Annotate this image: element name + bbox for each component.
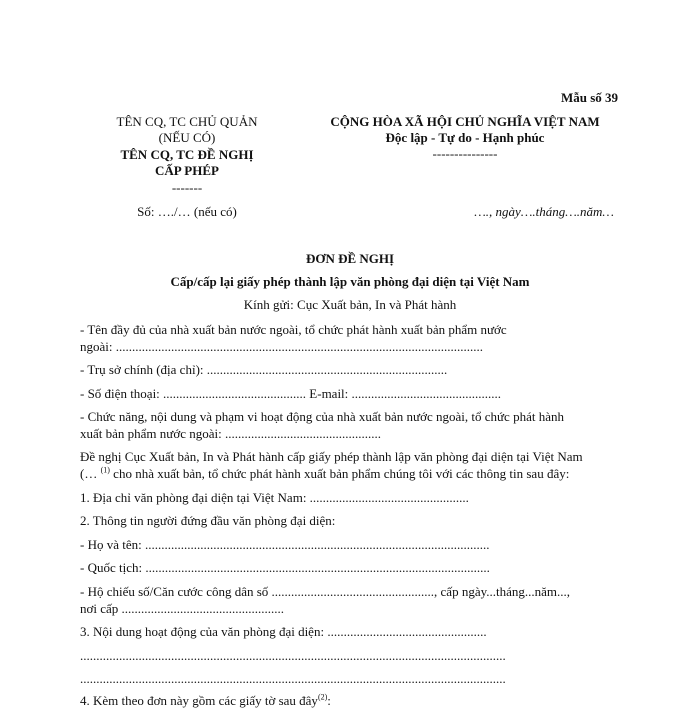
activities-field: 3. Nội dung hoạt động của văn phòng đại diện: ................................................. bbox=[80, 624, 487, 639]
phone-email-field: - Số điện thoại: ............................................ E-mail: .............................................. bbox=[80, 386, 502, 401]
passport-field: - Hộ chiếu số/Căn cước công dân số .................................................., cấp ngày...tháng...năm..., bbox=[80, 584, 571, 599]
headquarters-field: - Trụ sở chính (địa chỉ): .......................................................................... bbox=[80, 362, 448, 377]
full-name-field: ngoài: ................................................................................................................. bbox=[80, 339, 483, 354]
attachments-colon: : bbox=[327, 693, 331, 708]
request-statement-line1: Đề nghị Cục Xuất bản, In và Phát hành cấp giấy phép thành lập văn phòng đại diện tại Việt Nam bbox=[80, 449, 583, 464]
office-head-heading: 2. Thông tin người đứng đầu văn phòng đại diện: bbox=[80, 513, 336, 528]
head-nationality-field: - Quốc tịch: .......................................................................................................... bbox=[80, 560, 490, 575]
head-name-field: - Họ và tên: .......................................................................................................... bbox=[80, 537, 490, 552]
parent-agency-note: (NẾU CÓ) bbox=[158, 130, 216, 145]
recipient-line: Kính gửi: Cục Xuất bản, In và Phát hành bbox=[243, 297, 457, 312]
request-statement-rest: cho nhà xuất bản, tổ chức phát hành xuất bản phẩm chúng tôi với các thông tin sau đây: bbox=[109, 466, 570, 481]
office-address-field: 1. Địa chỉ văn phòng đại diện tại Việt Nam: ................................................. bbox=[80, 490, 469, 505]
full-name-label: - Tên đầy đủ của nhà xuất bản nước ngoài, tổ chức phát hành xuất bản phẩm nước bbox=[80, 322, 507, 337]
footnote-ref-2: (2) bbox=[317, 692, 328, 702]
document-number: Số: …./… (nếu có) bbox=[137, 204, 237, 219]
functions-field: xuất bản phẩm nước ngoài: ................................................ bbox=[80, 426, 381, 441]
attachments-heading bbox=[80, 693, 331, 709]
document-subtitle: Cấp/cấp lại giấy phép thành lập văn phòng đại diện tại Việt Nam bbox=[170, 274, 530, 289]
footnote-ref-1: (1) bbox=[100, 465, 110, 475]
requesting-agency-name: TÊN CQ, TC ĐỀ NGHỊ bbox=[120, 147, 254, 162]
document-title: ĐƠN ĐỀ NGHỊ bbox=[305, 251, 395, 266]
activities-dots-line1: ................................................................................................................................... bbox=[80, 648, 506, 663]
activities-dots-line2: ................................................................................................................................... bbox=[80, 671, 506, 686]
functions-label: - Chức năng, nội dung và phạm vi hoạt động của nhà xuất bản nước ngoài, tổ chức phát hành bbox=[80, 409, 564, 424]
passport-issue-place-field: nơi cấp .................................................. bbox=[80, 601, 285, 616]
left-header-separator: ------- bbox=[171, 180, 203, 195]
request-statement-open: (… bbox=[80, 466, 101, 481]
right-header-separator: --------------- bbox=[432, 146, 498, 161]
document-date: …., ngày….tháng….năm… bbox=[474, 204, 614, 219]
parent-agency-name: TÊN CQ, TC CHỦ QUẢN bbox=[116, 114, 258, 129]
attachments-label: 4. Kèm theo đơn này gồm các giấy tờ sau đây bbox=[80, 693, 318, 708]
requesting-agency-subtitle: CẤP PHÉP bbox=[155, 163, 219, 178]
form-code: Mẫu số 39 bbox=[560, 90, 618, 105]
republic-title: CỘNG HÒA XÃ HỘI CHỦ NGHĨA VIỆT NAM bbox=[330, 114, 600, 129]
national-motto: Độc lập - Tự do - Hạnh phúc bbox=[385, 130, 545, 145]
request-statement-line2 bbox=[80, 466, 569, 482]
